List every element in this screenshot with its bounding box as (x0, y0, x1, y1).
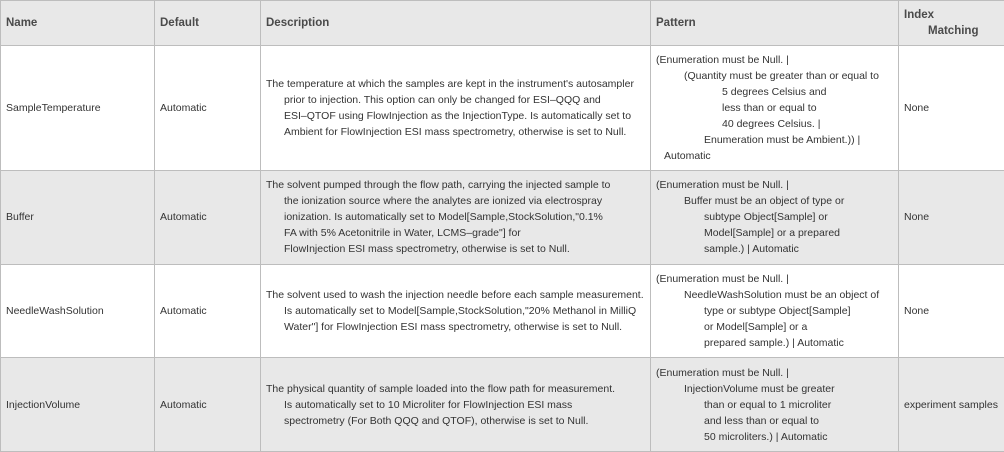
pattern-line: Enumeration must be Ambient.)) | (704, 133, 861, 146)
pattern-line: Automatic (664, 149, 711, 162)
description-line: FlowInjection ESI mass spectrometry, otherwise is set to Null. (284, 243, 570, 256)
option-description (261, 170, 651, 264)
description-line: Is automatically set to 10 Microliter for FlowInjection ESI mass (284, 398, 573, 411)
option-index-matching: experiment samples (899, 358, 1004, 452)
description-line: ESI–QTOF using FlowInjection as the InjectionType. Is automatically set to (284, 109, 632, 122)
option-default: Automatic (155, 170, 261, 264)
header-index-line1: Index (904, 9, 935, 21)
description-line: Is automatically set to Model[Sample,StockSolution,"20% Methanol in MilliQ (284, 304, 637, 317)
pattern-line: InjectionVolume must be greater (684, 382, 835, 395)
description-line: FA with 5% Acetonitrile in Water, LCMS–grade"] for (284, 227, 521, 240)
option-default: Automatic (155, 264, 261, 358)
option-index-matching: None (899, 170, 1004, 264)
description-line: ionization. Is automatically set to Model[Sample,StockSolution,"0.1% (284, 211, 603, 224)
pattern-line: prepared sample.) | Automatic (704, 336, 844, 349)
header-index-matching (899, 1, 1004, 46)
description-line: The solvent pumped through the flow path, carrying the injected sample to (266, 179, 611, 192)
pattern-line: than or equal to 1 microliter (704, 398, 832, 411)
pattern-line: (Quantity must be greater than or equal to (684, 69, 879, 82)
option-default: Automatic (155, 46, 261, 171)
table-row (1, 358, 1004, 452)
option-pattern (651, 46, 899, 171)
pattern-line: NeedleWashSolution must be an object of (684, 288, 880, 301)
option-pattern (651, 358, 899, 452)
pattern-line: (Enumeration must be Null. | (656, 366, 789, 379)
option-description (261, 46, 651, 171)
option-description (261, 358, 651, 452)
pattern-line: (Enumeration must be Null. | (656, 272, 789, 285)
option-name: Buffer (1, 170, 155, 264)
pattern-line: (Enumeration must be Null. | (656, 53, 789, 66)
option-index-matching: None (899, 46, 1004, 171)
pattern-line: subtype Object[Sample] or (704, 211, 828, 224)
pattern-line: (Enumeration must be Null. | (656, 179, 789, 192)
description-line: Ambient for FlowInjection ESI mass spectrometry, otherwise is set to Null. (284, 125, 627, 138)
table-row (1, 264, 1004, 358)
option-description (261, 264, 651, 358)
header-index-line2: Matching (928, 25, 979, 37)
pattern-line: type or subtype Object[Sample] (704, 304, 851, 317)
description-line: prior to injection. This option can only be changed for ESI–QQQ and (284, 93, 601, 106)
option-index-matching: None (899, 264, 1004, 358)
option-pattern (651, 264, 899, 358)
description-line: spectrometry (For Both QQQ and QTOF), otherwise is set to Null. (284, 414, 589, 427)
pattern-line: Buffer must be an object of type or (684, 195, 845, 208)
header-pattern: Pattern (651, 1, 899, 46)
pattern-line: and less than or equal to (704, 414, 819, 427)
header-row (1, 1, 1004, 46)
option-name: SampleTemperature (1, 46, 155, 171)
header-description: Description (261, 1, 651, 46)
pattern-line: 40 degrees Celsius. | (722, 117, 821, 130)
description-line: the ionization source where the analytes are ionized via electrospray (284, 195, 603, 208)
pattern-line: 5 degrees Celsius and (722, 85, 827, 98)
header-name: Name (1, 1, 155, 46)
pattern-line: less than or equal to (722, 101, 817, 114)
pattern-line: 50 microliters.) | Automatic (704, 430, 828, 443)
header-default: Default (155, 1, 261, 46)
pattern-line: sample.) | Automatic (704, 243, 799, 256)
option-name: InjectionVolume (1, 358, 155, 452)
option-default: Automatic (155, 358, 261, 452)
table-row (1, 46, 1004, 171)
option-name: NeedleWashSolution (1, 264, 155, 358)
description-line: The temperature at which the samples are kept in the instrument's autosampler (266, 77, 634, 90)
description-line: The solvent used to wash the injection needle before each sample measurement. (266, 288, 644, 301)
description-line: Water"] for FlowInjection ESI mass spectrometry, otherwise is set to Null. (284, 320, 623, 333)
table-row (1, 170, 1004, 264)
pattern-line: or Model[Sample] or a (704, 320, 808, 333)
pattern-line: Model[Sample] or a prepared (704, 227, 840, 240)
description-line: The physical quantity of sample loaded into the flow path for measurement. (266, 382, 616, 395)
option-pattern (651, 170, 899, 264)
